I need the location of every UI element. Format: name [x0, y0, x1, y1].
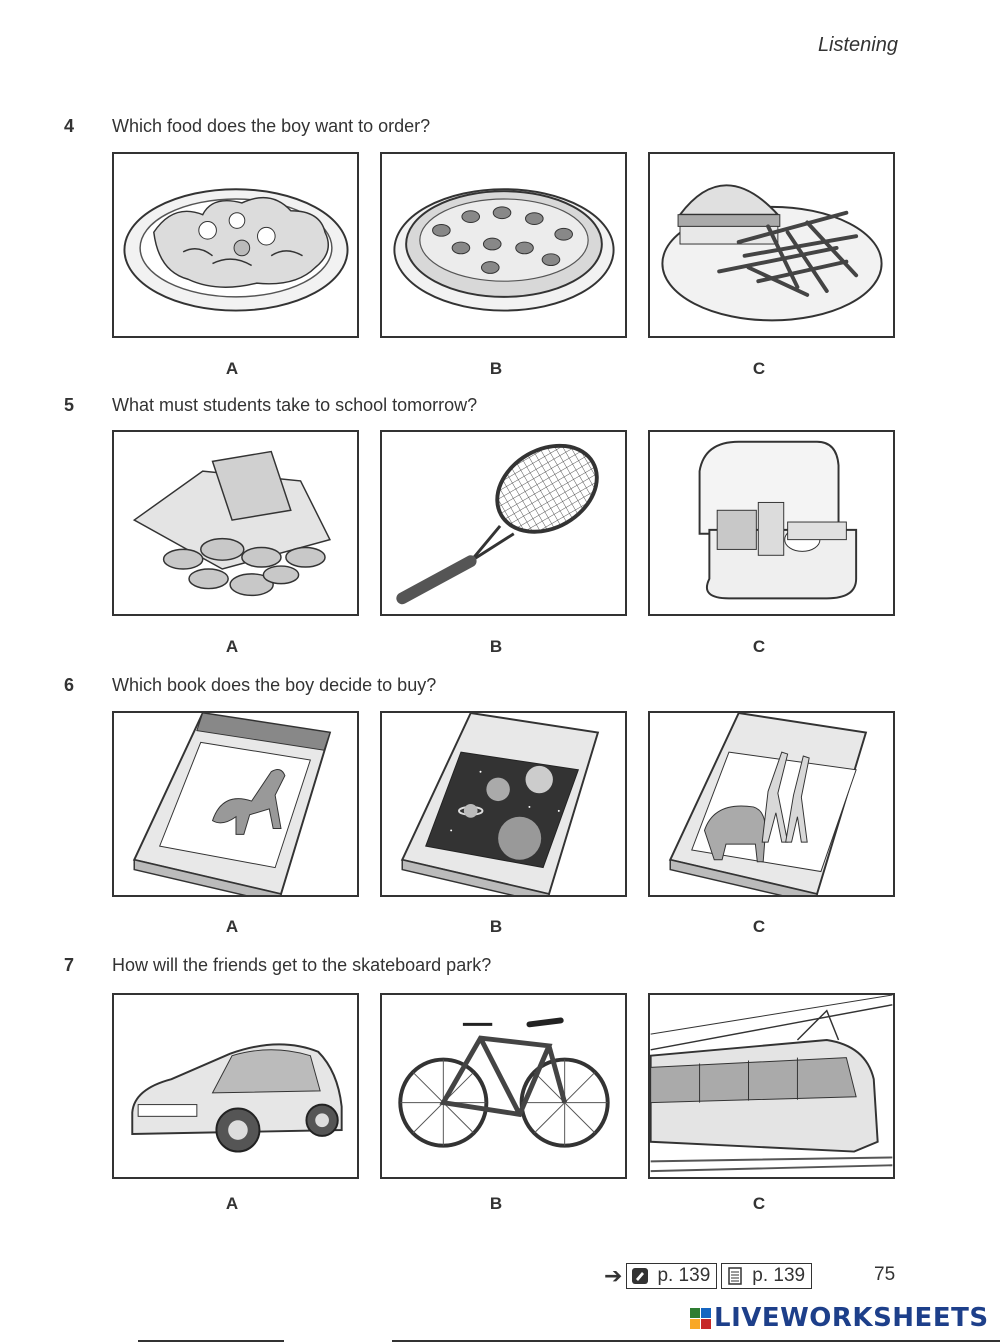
question-6-text: Which book does the boy decide to buy?: [112, 675, 437, 695]
option-4a-salad-picture[interactable]: [112, 152, 359, 338]
option-7c-tram-picture[interactable]: [648, 993, 895, 1179]
option-6b-space-book-picture[interactable]: [380, 711, 627, 897]
tram-icon: [650, 995, 893, 1177]
option-7b-bicycle-picture[interactable]: [380, 993, 627, 1179]
liveworksheets-logo[interactable]: [690, 1300, 989, 1336]
student-book-page: p. 139: [657, 1265, 711, 1286]
animals-book-icon: [650, 713, 893, 895]
bottom-divider-right: [392, 1340, 1000, 1342]
bottom-divider-left: [138, 1340, 284, 1342]
workbook-reference[interactable]: [721, 1263, 812, 1289]
option-5b-label: B: [489, 637, 503, 656]
student-book-reference[interactable]: [626, 1263, 717, 1289]
question-5-number: 5: [64, 395, 75, 415]
question-6-number: 6: [64, 675, 75, 695]
question-4-number: 4: [64, 116, 75, 136]
dinosaur-book-icon: [114, 713, 357, 895]
option-5c-lunchbox-picture[interactable]: [648, 430, 895, 616]
option-7b-label: B: [489, 1194, 503, 1213]
question-7-number: 7: [64, 955, 75, 975]
option-5c-label: C: [752, 637, 766, 656]
tennis-racket-icon: [382, 432, 625, 614]
option-5a-label: A: [225, 637, 239, 656]
option-6c-animals-book-picture[interactable]: [648, 711, 895, 897]
burger-fries-icon: [650, 154, 893, 336]
section-title: Listening: [817, 34, 898, 56]
question-5-text: What must students take to school tomorrow?: [112, 395, 478, 415]
option-6a-label: A: [225, 917, 239, 936]
option-7a-label: A: [225, 1194, 239, 1213]
car-icon: [114, 995, 357, 1177]
option-4c-label: C: [752, 359, 766, 378]
option-4b-pizza-picture[interactable]: [380, 152, 627, 338]
option-4a-label: A: [225, 359, 239, 378]
page-number: 75: [874, 1264, 896, 1285]
workbook-page: p. 139: [752, 1265, 806, 1286]
option-6c-label: C: [752, 917, 766, 936]
workbook-icon: [726, 1267, 744, 1285]
student-book-icon: [631, 1267, 649, 1285]
arrow-right-icon: ➔: [604, 1263, 623, 1288]
page-references: [604, 1262, 816, 1290]
brand-icon: [690, 1308, 711, 1329]
option-7a-car-picture[interactable]: [112, 993, 359, 1179]
option-4b-label: B: [489, 359, 503, 378]
option-7c-label: C: [752, 1194, 766, 1213]
salad-icon: [114, 154, 357, 336]
question-4-text: Which food does the boy want to order?: [112, 116, 431, 136]
option-4c-burger-picture[interactable]: [648, 152, 895, 338]
money-icon: [114, 432, 357, 614]
brand-name: LIVEWORKSHEETS: [714, 1303, 989, 1333]
option-6b-label: B: [489, 917, 503, 936]
bicycle-icon: [382, 995, 625, 1177]
option-6a-dinosaur-book-picture[interactable]: [112, 711, 359, 897]
space-book-icon: [382, 713, 625, 895]
pizza-icon: [382, 154, 625, 336]
lunch-box-icon: [650, 432, 893, 614]
question-7-text: How will the friends get to the skateboard park?: [112, 955, 492, 975]
option-5b-racket-picture[interactable]: [380, 430, 627, 616]
option-5a-money-picture[interactable]: [112, 430, 359, 616]
